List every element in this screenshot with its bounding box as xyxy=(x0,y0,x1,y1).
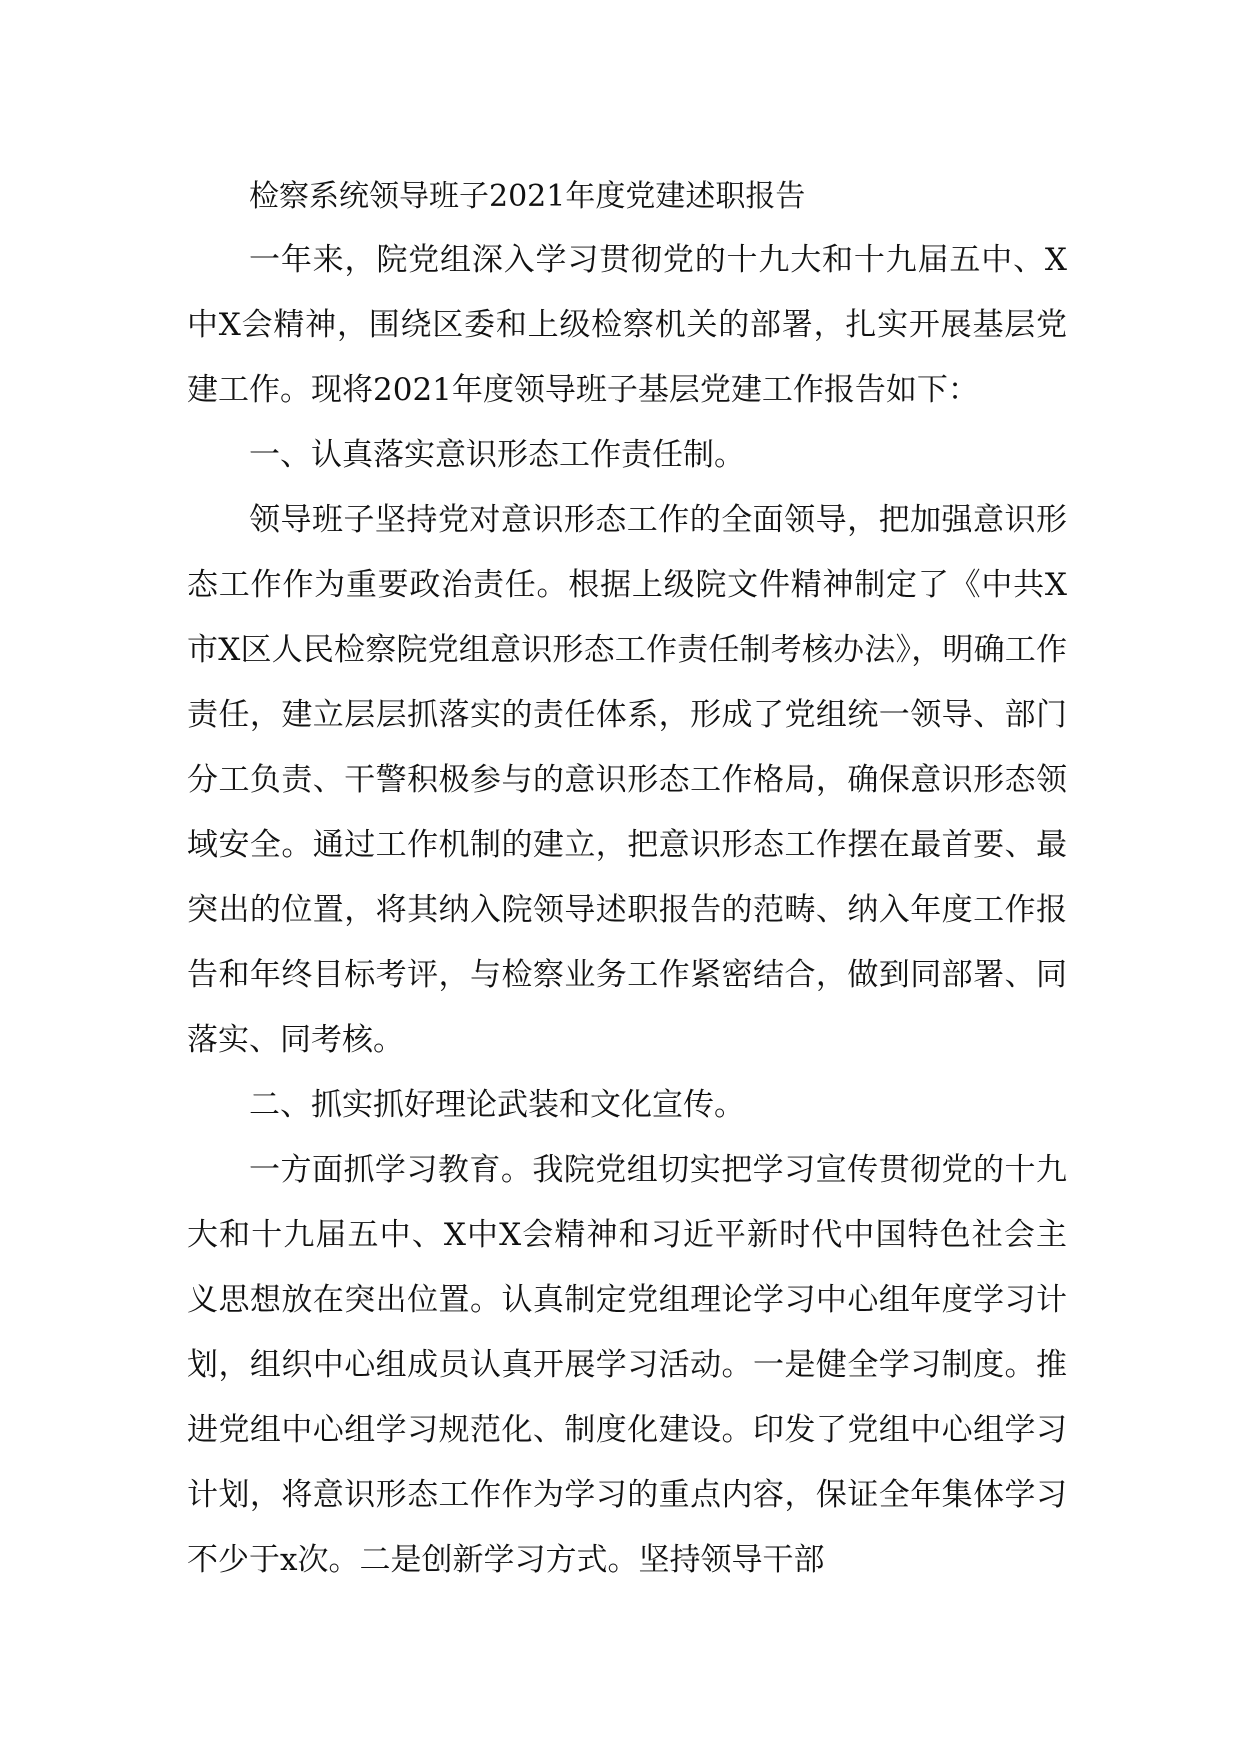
paragraph-intro: 一年来，院党组深入学习贯彻党的十九大和十九届五中、X中X会精神，围绕区委和上级检察机关的部署，扎实开展基层党建工作。现将2021年度领导班子基层党建工作报告如下： xyxy=(187,242,1067,408)
document-title: 检察系统领导班子2021年度党建述职报告 xyxy=(249,179,806,214)
document-body xyxy=(187,166,1067,1593)
section-heading-2: 二、抓实抓好理论武装和文化宣传。 xyxy=(249,1087,745,1123)
section-heading-1: 一、认真落实意识形态工作责任制。 xyxy=(249,437,745,473)
paragraph-section-2: 一方面抓学习教育。我院党组切实把学习宣传贯彻党的十九大和十九届五中、X中X会精神和习近平新时代中国特色社会主义思想放在突出位置。认真制定党组理论学习中心组年度学习计划，组织中心组成员认真开展学习活动。一是健全学习制度。推进党组中心组学习规范化、制度化建设。印发了党组中心组学习计划，将意识形态工作作为学习的重点内容，保证全年集体学习不少于x次。二是创新学习方式。坚持领导干部 xyxy=(187,1152,1067,1578)
paragraph-section-1: 领导班子坚持党对意识形态工作的全面领导，把加强意识形态工作作为重要政治责任。根据上级院文件精神制定了《中共X市X区人民检察院党组意识形态工作责任制考核办法》，明确工作责任，建立层层抓落实的责任体系，形成了党组统一领导、部门分工负责、干警积极参与的意识形态工作格局，确保意识形态领域安全。通过工作机制的建立，把意识形态工作摆在最首要、最突出的位置，将其纳入院领导述职报告的范畴、纳入年度工作报告和年终目标考评，与检察业务工作紧密结合，做到同部署、同落实、同考核。 xyxy=(187,502,1067,1058)
